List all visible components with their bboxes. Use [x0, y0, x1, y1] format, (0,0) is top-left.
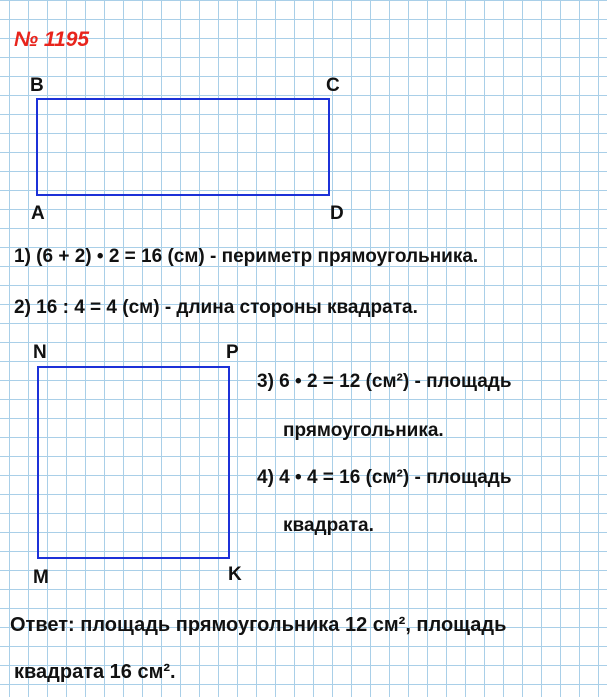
- solution-step-4-line-2: квадрата.: [283, 515, 374, 536]
- answer-line-2: квадрата 16 см².: [14, 661, 176, 683]
- problem-number: № 1195: [14, 28, 90, 51]
- vertex-label-k: K: [228, 564, 242, 585]
- square-mnpk: [37, 366, 230, 559]
- solution-step-1: 1) (6 + 2) • 2 = 16 (см) - периметр прямоугольника.: [14, 246, 479, 267]
- answer-line-1: Ответ: площадь прямоугольника 12 см², площадь: [10, 614, 507, 636]
- vertex-label-b: B: [30, 75, 44, 96]
- vertex-label-m: M: [33, 567, 49, 588]
- vertex-label-p: P: [226, 342, 239, 363]
- vertex-label-n: N: [33, 342, 47, 363]
- vertex-label-a: A: [31, 203, 45, 224]
- rectangle-abcd: [36, 98, 330, 196]
- solution-step-2: 2) 16 : 4 = 4 (см) - длина стороны квадрата.: [14, 297, 418, 318]
- vertex-label-c: C: [326, 75, 340, 96]
- solution-step-4-line-1: 4) 4 • 4 = 16 (см²) - площадь: [257, 467, 512, 488]
- solution-step-3-line-2: прямоугольника.: [283, 420, 444, 441]
- vertex-label-d: D: [330, 203, 344, 224]
- solution-step-3-line-1: 3) 6 • 2 = 12 (см²) - площадь: [257, 371, 512, 392]
